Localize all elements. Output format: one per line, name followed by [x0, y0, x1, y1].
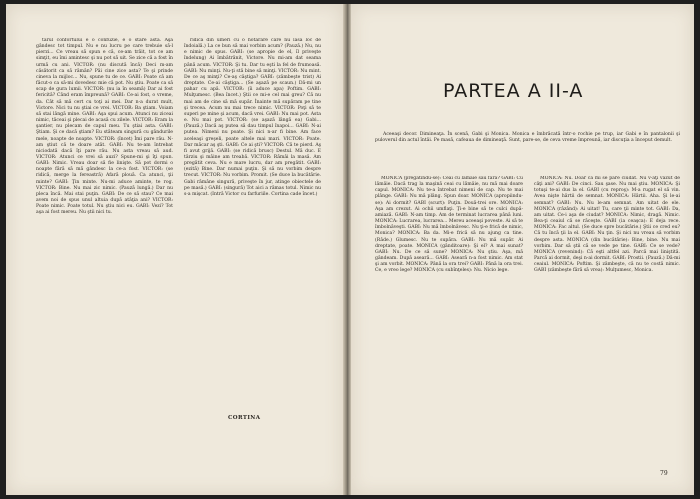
left-page-column-1-text: tarul confortului e o confuzie, e o stare astă. Aşa gândesc tot timpul. Nu e nu lucru pe care trebuie să-l pierzi... Ce vreau să spun e că, ce-am trăit, tot ce am simţit, eu îmi amintesc şi nu pot să uit. Se zice că a fost în urmă cu ani. VICTOR: (nu discută încă) Deci m-am căsătorit ca să rămân? Păi cine zice asta? Te şi prinde cineva la mijloc... Nu, spune tu de ce. GABI: Poate că am făcut-o ca să-mi dovedesc mie că pot. Nu ştiu. Poate ca să scap de gura lumii. VICTOR: (nu ia în seamă) Dar ai fost fericită? Când eram împreună? GABI: Ce-ai fost, o vreme, da. Cât să mă cert cu toţi ai mei. Dar n-a durat mult, Victore. Nici tu nu ştiai ce vrei. VICTOR: Ba ştiam. Voiam să stai lângă mine. GABI: Aşa spui acum. Atunci nu ziceai nimic, tăceai şi plecai de acasă cu zilele. VICTOR: Eram la şantier, nu plecam de capul meu. Tu ştiai asta. GABI: Ştiam. Şi ce dacă ştiam? Eu stăteam singură cu gândurile mele, noapte de noapte. VICTOR: (încet) Îmi pare rău. N-am ştiut că te doare atât. GABI: Nu te-am întrebat niciodată dacă îţi pare rău. Nu asta vreau să aud. VICTOR: Atunci ce vrei să auzi? Spune-mi şi îţi spun. GABI: Nimic. Vreau doar să fie linişte. Să pot dormi o noapte fără să mă gândesc la ce-a fost. VICTOR: (se ridică, merge la fereastră) Afară plouă. Ca atunci, ţii minte? GABI: Ţin minte. Nu-mi aduce aminte, te rog. VICTOR: Bine. Nu mai zic nimic. (Pauză lungă.) Dar nu pleca încă. Mai stai puţin. GABI: De ce să stau? Ce mai avem noi de spus unul altuia după atâţia ani? VICTOR: Poate nimic. Poate totul. Nu ştiu nici eu. GABI: Vezi? Tot aşa ai fost mereu. Nu ştii nici tu. — [36, 38, 173, 216]
right-page-column-1 — [375, 176, 523, 466]
part-title: PARTEA A II-A — [443, 80, 584, 102]
scene-intro — [375, 132, 680, 144]
left-page-column-2-text: ridică din umeri cu o hotărâre care nu lasă loc de îndoială.) La ce bun să mai vorbim acum? (Pauză.) Nu, nu e nimic de spus. GABI: (se apropie de el, îl priveşte îndelung) Ai îmbătrânit, Victore. Nu mi-am dat seama până acum. VICTOR: Şi tu. Dar tu eşti la fel de frumoasă. GABI: Nu minţi. Nu-ţi stă bine să minţi. VICTOR: Nu mint. De ce aş minţi? Ce-aş câştiga? GABI: (zâmbeşte trist) Ai dreptate. Ce-ai câştiga... (Se aşază pe scaun.) Dă-mi un pahar cu apă. VICTOR: (îi aduce apa) Poftim. GABI: Mulţumesc. (Bea încet.) Ştii ce mi-e cel mai greu? Că nu mai am de cine să mă supăr. Înainte mă supăram pe tine şi trecea. Acum nu mai trece nimic. VICTOR: Poţi să te superi pe mine şi acum, dacă vrei. GABI: Nu mai pot. Asta e. Nu mai pot. VICTOR: (se aşază lângă ea) Gabi... (Pauză.) Dacă aş putea să dau timpul înapoi... GABI: N-ai putea. Nimeni nu poate. Şi nici n-ar fi bine. Am face aceleaşi greşeli, poate altele mai mari. VICTOR: Poate. Dar măcar aş şti. GABI: Ce ai şti? VICTOR: Că te pierd. Aş fi avut grijă. GABI: (se ridică brusc) Destul. Mă duc. E târziu şi mâine am treabă. VICTOR: Rămâi la masă. Am pregătit ceva. Nu e mare lucru, dar am pregătit. GABI: (ezită) Bine. Dar numai puţin. Şi să nu vorbim despre trecut. VICTOR: Nu vorbim. Promit. (Se duce la bucătărie. Gabi rămâne singură, priveşte în jur, atinge obiectele de pe masă.) GABI: (singură) Tot aici a rămas totul. Nimic nu s-a mişcat. (Intră Victor cu farfuriile. Cortina cade încet.) — [184, 38, 321, 197]
book-gutter — [343, 4, 351, 495]
left-page-column-1 — [36, 38, 173, 458]
page-number: 79 — [660, 470, 668, 477]
left-page — [6, 4, 343, 495]
right-page-column-2 — [534, 176, 680, 466]
right-page — [351, 4, 694, 495]
right-page-column-1-text: MONICA (pregătindu-se): Ceai cu lămâie sau fără? GABI: Cu lămâie. Dacă trag la maşină ceai cu lămâie, nu mă mai doare capul. MONICA: Nu te-a întrebat nimeni de cap. Nu te mai plânge. GABI: Nu mă plâng. Spun doar. MONICA (apropiindu-se): Ai dormit? GABI (scurt): Puţin. Două-trei ore. MONICA: Aşa am crezut. Ai ochii umflaţi. Ţi-e bine să te culci după-amiază. GABI: N-am timp. Am de terminat lucrarea până luni. MONICA: Lucrarea, lucrarea... Mereu aceeaşi poveste. Ai să te îmbolnăveşti. GABI: Nu mă îmbolnăvesc. Nu ţi-e frică de nimic, Monica? MONICA: Ba da. Mi-e frică să nu ajung ca tine. (Râde.) Glumesc. Nu te supăra. GABI: Nu mă supăr. Ai dreptate, poate. MONICA (gânditoare): Şi el? A mai sunat? GABI: Nu. De ce să sune? MONICA: Nu ştiu. Aşa, mă gândeam. După aseară... GABI: Aseară n-a fost nimic. Am stat şi am vorbit. MONICA: Până la ora trei? GABI: Până la ora trei. Ce, e vreo lege? MONICA (cu subînţeles): Nu. Nicio lege. — [375, 176, 523, 274]
curtain-label: CORTINA — [228, 415, 261, 421]
scene-intro-text: Aceeaşi decor. Dimineaţa. În scenă, Gabi şi Monica. Monica e îmbrăcată într-o rochie pe trup, iar Gabi e în pantalonii şi puloverul din actul întâi. Pe masă, cafeaua de dimineaţă. Sunt, pare-se, de ceva vreme împreună, iar discuţia a început demult. — [375, 132, 680, 144]
right-page-column-2-text: MONICA: Nu. Doar că mi se pare ciudat. Nu v-aţi văzut de câţi ani? GABI: De cinci. Sau şase. Nu mai ştiu. MONICA: Şi totuşi te-ai dus la el. GABI (cu reproş): M-a rugat el să vin. Avea nişte hârtii de semnat. MONICA: Hârtii. Aha. Şi le-ai semnat? GABI: Nu. Nu le-am semnat. Am uitat de ele. MONICA (râzând): Ai uitat! Tu, care ţii minte tot. GABI: Da, am uitat. Ce-i aşa de ciudat? MONICA: Nimic, dragă. Nimic. Bea-ţi ceaiul că se răceşte. GABI (ia ceaşca): E deja rece. MONICA: Fac altul. (Se duce spre bucătărie.) Ştii ce cred eu? Că tu încă ţii la el. GABI: Nu ţin. Şi nici nu vreau să vorbim despre asta. MONICA (din bucătărie): Bine, bine. Nu mai vorbim. Dar să ştii că se vede pe tine. GABI: Ce se vede? MONICA (revenind): Că eşti altfel azi. Parcă mai liniştită. Parcă ai dormit, deşi n-ai dormit. GABI: Prostii. (Pauză.) Dă-mi ceaiul. MONICA: Poftim. Şi zâmbeşte, că nu te costă nimic. GABI (zâmbeşte fără să vrea): Mulţumesc, Monica. — [534, 176, 680, 274]
left-page-column-2 — [184, 38, 321, 438]
